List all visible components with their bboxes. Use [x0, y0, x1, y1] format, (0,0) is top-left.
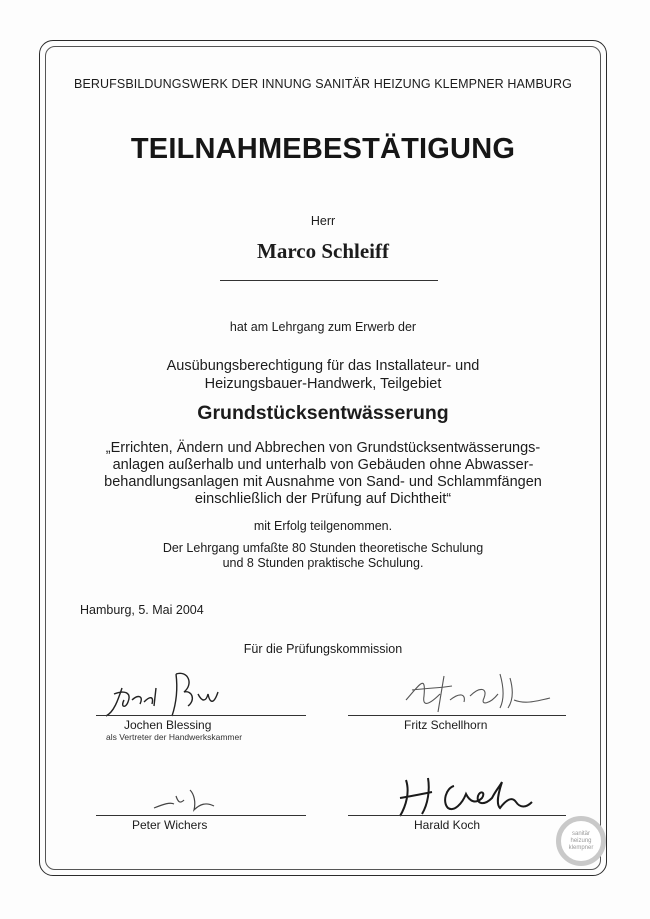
completion-statement: mit Erfolg teilgenommen. — [253, 519, 393, 533]
seal-text: sanitär heizung klempner — [568, 830, 594, 851]
salutation: Herr — [310, 214, 336, 228]
course-subject: Grundstücksentwässerung — [197, 402, 449, 424]
signature-line-4 — [348, 815, 566, 816]
signatory-name: Peter Wichers — [132, 818, 208, 832]
participant-name: Marco Schleiff — [257, 239, 389, 263]
qualification-text: Ausübungsberechtigung für das Installateur- und Heizungsbauer-Handwerk, Teilgebiet — [166, 358, 480, 392]
signatory-name: Jochen Blessing — [124, 718, 212, 732]
course-hours: Der Lehrgang umfaßte 80 Stunden theoretische Schulung und 8 Stunden praktische Schulung. — [162, 541, 484, 570]
course-description: „Errichten, Ändern und Abbrechen von Grundstücksentwässerungs- anlagen außerhalb und unterhalb von Gebäuden ohne Abwasser- behandlungsanlagen mit Ausnahme von Sand- und Schlammfängen einschließlich der Prüfung auf Dichtheit“ — [104, 440, 542, 507]
certificate-title: TEILNAHMEBESTÄTIGUNG — [130, 133, 516, 165]
signatory-note: als Vertreter der Handwerkskammer — [106, 732, 243, 742]
signature-jochen-blessing — [92, 660, 232, 720]
signatory-name: Harald Koch — [414, 818, 481, 832]
place-and-date: Hamburg, 5. Mai 2004 — [80, 603, 204, 617]
guild-seal-logo — [556, 816, 606, 866]
signatory-name: Fritz Schellhorn — [404, 718, 488, 732]
course-intro: hat am Lehrgang zum Erwerb der — [229, 320, 417, 334]
committee-heading: Für die Prüfungskommission — [243, 642, 403, 656]
signature-line-1 — [96, 715, 306, 716]
signature-line-2 — [348, 715, 566, 716]
name-underline — [220, 280, 438, 281]
institution-header: BERUFSBILDUNGSWERK DER INNUNG SANITÄR HEIZUNG KLEMPNER HAMBURG — [74, 77, 572, 91]
signature-fritz-schellhorn — [400, 664, 560, 718]
signature-peter-wichers — [150, 782, 230, 818]
signature-line-3 — [96, 815, 306, 816]
